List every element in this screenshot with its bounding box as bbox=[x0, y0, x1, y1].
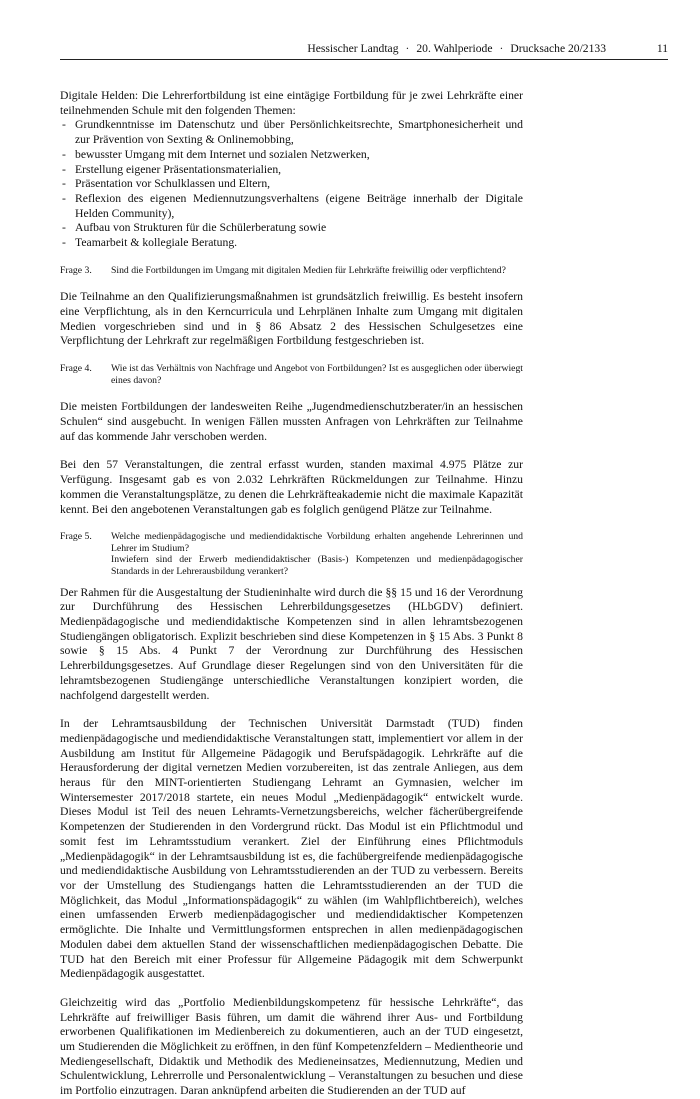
answer-4-paragraph-1: Die meisten Fortbildungen der landesweiten Reihe „Jugendmedienschutzberater/in an hessischen Schulen“ sind ausgebucht. In wenigen Fällen mussten Anfragen von Lehrkräften zur Teilnahme auf das kommende Jahr verschoben werden. bbox=[60, 400, 523, 443]
list-item: - bewusster Umgang mit dem Internet und sozialen Netzwerken, bbox=[60, 148, 523, 163]
list-item: - Erstellung eigener Präsentationsmaterialien, bbox=[60, 163, 523, 178]
question-5 bbox=[60, 531, 523, 577]
page-number: 11 bbox=[656, 42, 668, 55]
question-label: Frage 3. bbox=[60, 264, 92, 276]
list-item: - Grundkenntnisse im Datenschutz und über Persönlichkeitsrechte, Smartphonesicherheit und zur Prävention von Sexting & Onlinemobbing, bbox=[60, 118, 523, 147]
question-3 bbox=[60, 265, 523, 277]
list-item: - Präsentation vor Schulklassen und Eltern, bbox=[60, 177, 523, 192]
header-divider bbox=[60, 59, 668, 60]
question-text: Wie ist das Verhältnis von Nachfrage und Angebot von Fortbildungen? Ist es ausgeglichen oder überwiegt eines davon? bbox=[111, 363, 523, 386]
question-label: Frage 4. bbox=[60, 363, 92, 375]
list-item: - Teamarbeit & kollegiale Beratung. bbox=[60, 236, 523, 251]
header-period: 20. Wahlperiode bbox=[416, 42, 493, 55]
answer-5-paragraph-3: Gleichzeitig wird das „Portfolio Medienbildungskompetenz für hessische Lehrkräfte“, das Lehrkräfte auf freiwilliger Basis führen, um damit die während ihrer Aus- und Fortbildung erworbenen Qualifikationen im Medienbereich zu dokumentieren, auch an der TUD eingesetzt, um Studierenden die Möglichkeit zu eröffnen, in den fünf Kompetenzfeldern – Medientheorie und Mediengesellschaft, Didaktik und Methodik des Medieneinsatzes, Mediennutzung, Medien und Schulentwicklung, Lehrerrolle und Personalentwicklung – Veranstaltungen zu besuchen und diese im Portfolio einzutragen. Daran anknüpfend arbeiten die Studierenden an der TUD auf bbox=[60, 995, 523, 1098]
document-body bbox=[60, 89, 523, 1099]
answer-5-paragraph-1: Der Rahmen für die Ausgestaltung der Studieninhalte wird durch die §§ 15 und 16 der Verordnung zur Durchführung des Hessischen Lehrerbildungsgesetzes (HLbGDV) definiert. Medienpädagogische und mediendidaktische Kompetenzen sind in allen lehramtsbezogenen Studiengängen obligatorisch. Explizit beschrieben sind diese Kompetenzen in § 15 Abs. 3 Punkt 8 sowie § 15 Abs. 4 Punkt 7 der Verordnung zur Durchführung des Hessischen Lehrerbildungsgesetzes. Auf Grundlage dieser Regelungen sind von den Universitäten für die lehramtsbezogenen Studiengänge unterschiedliche Veranstaltungen konzipiert worden, die nachfolgend dargestellt werden. bbox=[60, 585, 523, 702]
question-text: Inwiefern sind der Erwerb mediendidaktischer (Basis-) Kompetenzen und medienpädagogischer Standards in der Lehrerausbildung verankert? bbox=[111, 554, 523, 578]
page-header bbox=[60, 40, 668, 58]
list-item: - Reflexion des eigenen Mediennutzungsverhaltens (eigene Beiträge innerhalb der Digitale Helden Community), bbox=[60, 192, 523, 221]
header-reference bbox=[307, 40, 606, 58]
header-publication: Hessischer Landtag bbox=[307, 42, 399, 55]
list-item: - Aufbau von Strukturen für die Schülerberatung sowie bbox=[60, 221, 523, 236]
header-separator: · bbox=[499, 42, 504, 55]
intro-paragraph: Digitale Helden: Die Lehrerfortbildung ist eine eintägige Fortbildung für je zwei Lehrkräfte einer teilnehmenden Schule mit den folgenden Themen: bbox=[60, 89, 523, 117]
question-4 bbox=[60, 363, 523, 386]
answer-5-paragraph-2: In der Lehramtsausbildung der Technischen Universität Darmstadt (TUD) finden medienpädagogische und mediendidaktische Veranstaltungen statt, implementiert vor allem in der Ausbildung am Institut für Allgemeine Pädagogik und Berufspädagogik. Lehrkräfte auf die Herausforderung der digital vernetzen Medien vorzubereiten, ist das zentrale Anliegen, aus dem heraus für den MINT-orientierten Studiengang Lehramt an Gymnasien, welcher im Wintersemester 2017/2018 startete, ein neues Modul „Medienpädagogik“ entwickelt wurde. Dieses Modul ist Teil des neuen Lehramts-Vernetzungsbereichs, welcher fächerübergreifende Kompetenzen der Studierenden in den Vordergrund rückt. Das Modul ist ein Pflichtmodul und somit fest im Lehramtsstudium verankert. Ziel der Einführung eines Pflichtmoduls „Medienpädagogik“ in der Lehramtsausbildung ist es, die fachübergreifende medienpädagogische und mediendidaktische Ausbildung von Lehramtsstudierenden an der TUD zu verbessern. Bereits vor der Umstellung des Studiengangs hatten die Lehramtsstudierenden an der TUD die Möglichkeit, das Modul „Informationspädagogik“ zu wählen (im Wahlpflichtbereich), welches einen umfassenden Erwerb medienpädagogischer und mediendidaktischer Kompetenzen ermöglichte. Die Inhalte und Vermittlungsformen entsprechen in allen medienpädagogischen Modulen dabei dem aktuellen Stand der wissenschaftlichen medienpädagogischen Debatte. Die TUD hat den Bereich mit einer Professur für Allgemeine Pädagogik mit dem Schwerpunkt Medienpädagogik ausgestattet. bbox=[60, 717, 523, 981]
question-label: Frage 5. bbox=[60, 531, 92, 543]
answer-4-paragraph-2: Bei den 57 Veranstaltungen, die zentral erfasst wurden, standen maximal 4.975 Plätze zur Verfügung. Insgesamt gab es von 2.032 Lehrkräften Rückmeldungen zur Teilnahme. Hinzu kommen die Veranstaltungsplätze, zu denen die Lehrkräfteakademie nicht die maximale Kapazität kennt. Bei den angebotenen Veranstaltungen gab es folglich genügend Plätze zur Teilnahme. bbox=[60, 458, 523, 516]
answer-3-paragraph: Die Teilnahme an den Qualifizierungsmaßnahmen ist grundsätzlich freiwillig. Es besteht insofern eine Verpflichtung, als in den Kerncurricula und Lehrplänen Inhalte zum Umgang mit digitalen Medien vorgeschrieben sind und in § 86 Absatz 2 des Hessischen Schulgesetzes eine Verpflichtung der Lehrkraft zur regelmäßigen Fortbildung festgeschrieben ist. bbox=[60, 290, 523, 348]
question-text: Sind die Fortbildungen im Umgang mit digitalen Medien für Lehrkräfte freiwillig oder verpflichtend? bbox=[111, 264, 506, 276]
topics-list bbox=[60, 118, 523, 250]
header-doc: Drucksache 20/2133 bbox=[510, 42, 606, 55]
question-text: Welche medienpädagogische und mediendidaktische Vorbildung erhalten angehende Lehrerinnen und Lehrer im Studium? bbox=[111, 531, 523, 554]
header-separator: · bbox=[405, 42, 410, 55]
